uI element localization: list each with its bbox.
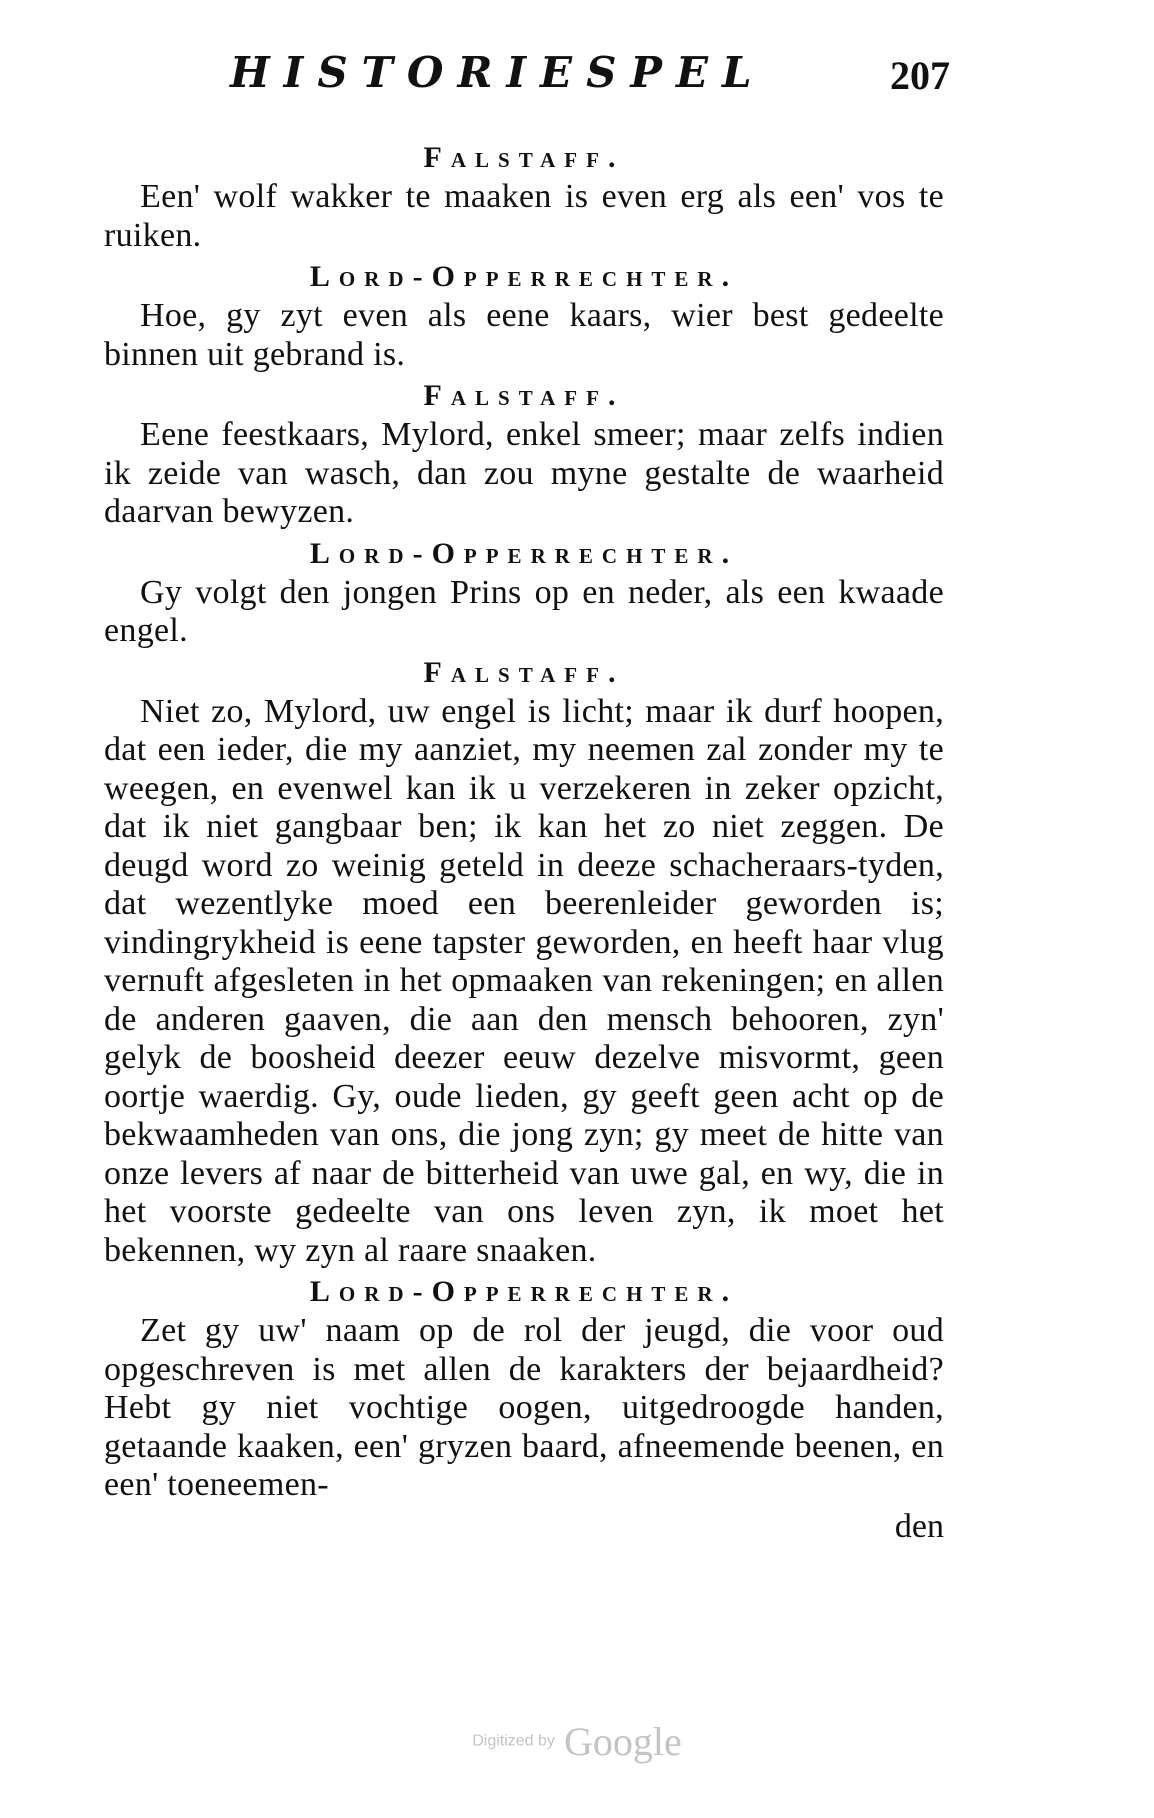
speaker-heading: Lord-Opperrechter. <box>309 536 739 570</box>
speaker-heading: Falstaff. <box>423 141 625 174</box>
watermark-prefix: Digitized by <box>472 1732 555 1750</box>
catchword: den <box>894 1507 944 1545</box>
running-title: HISTORIESPEL <box>230 48 766 97</box>
speech-paragraph: Eene feestkaars, Mylord, enkel smeer; maar zelfs indien ik zeide van wasch, dan zou myne gestalte de waarheid daarvan bewyzen. <box>104 416 944 530</box>
speech-paragraph: Hoe, gy zyt even als eene kaars, wier best gedeelte binnen uit gebrand is. <box>104 297 944 373</box>
speaker-heading: Lord-Opperrechter. <box>309 260 739 293</box>
digitization-watermark <box>0 1718 1154 1765</box>
speaker-heading: Falstaff. <box>423 379 625 412</box>
play-text <box>104 138 944 1547</box>
running-head <box>230 48 950 108</box>
speech-paragraph: Niet zo, Mylord, uw engel is licht; maar ik durf hoopen, dat een ieder, die my aanziet, my neemen zal zonder my te weegen, en evenwel kan ik u verzekeren in zeker opzicht, dat ik niet gangbaar ben; ik kan het zo niet zeggen. De deugd word zo weinig geteld in deeze schacheraars-tyden, dat wezentlyke moed een beerenleider geworden is; vindingrykheid is eene tapster geworden, en heeft haar vlug vernuft afgesleten in het opmaaken van rekeningen; en allen de anderen gaaven, die aan den mensch behooren, zyn' gelyk de boosheid deezer eeuw dezelve misvormt, geen oortje waerdig. Gy, oude lieden, gy geeft geen acht op de bekwaamheden van ons, die jong zyn; gy meet de hitte van onze levers af naar de bitterheid van uwe gal, en wy, die in het voorste gedeelte van ons leven zyn, ik moet het bekennen, wy zyn al raare snaaken. <box>104 692 944 1269</box>
speech-paragraph: Gy volgt den jongen Prins op en neder, als een kwaade engel. <box>104 573 944 649</box>
watermark-brand: Google <box>564 1719 682 1764</box>
page-number: 207 <box>890 53 950 98</box>
speaker-heading: Falstaff. <box>423 655 625 689</box>
speech-paragraph: Een' wolf wakker te maaken is even erg als een' vos te ruiken. <box>104 178 944 254</box>
speech-paragraph: Zet gy uw' naam op de rol der jeugd, die voor oud opgeschreven is met allen de karakters der bejaardheid? Hebt gy niet vochtige oogen, uitgedroogde handen, getaande kaaken, een' gryzen baard, afneemende beenen, en een' toeneemen- <box>104 1312 944 1503</box>
speaker-heading: Lord-Opperrechter. <box>309 1275 739 1308</box>
